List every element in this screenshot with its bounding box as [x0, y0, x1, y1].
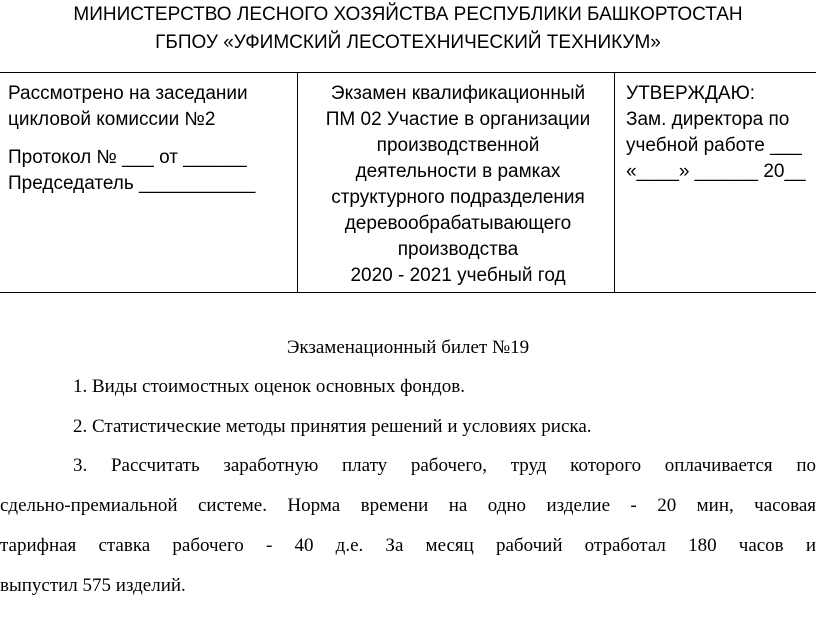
question-2: 2. Статистические методы принятия решений и условиях риска.: [73, 416, 592, 437]
question-3-line-2: сдельно-премиальной системе. Норма времени на одно изделие - 20 мин, часовая: [0, 495, 816, 516]
commission-review-cell: [8, 81, 298, 197]
ticket-title: Экзаменационный билет №19: [286, 337, 530, 358]
table-divider-right: [614, 72, 615, 293]
ministry-title: МИНИСТЕРСТВО ЛЕСНОГО ХОЗЯЙСТВА РЕСПУБЛИКИ БАШКОРТОСТАН: [73, 4, 743, 25]
exam-info-cell: [303, 81, 613, 289]
commission-line: цикловой комиссии №2: [8, 109, 216, 130]
module-line-4: структурного подразделения: [331, 187, 585, 208]
table-top-border: [0, 72, 816, 73]
question-1: 1. Виды стоимостных оценок основных фондов.: [73, 376, 465, 397]
date-line: «____» ______ 20__: [626, 161, 806, 182]
deputy-line: Зам. директора по: [626, 109, 790, 130]
module-line-5: деревообрабатывающего: [344, 213, 572, 234]
document-header: [0, 1, 816, 57]
academic-year: 2020 - 2021 учебный год: [350, 265, 566, 286]
module-line-3: деятельности в рамках: [355, 161, 561, 182]
question-3-line-1: 3. Рассчитать заработную плату рабочего, труд которого оплачивается по: [73, 455, 816, 476]
module-line-2: производственной: [376, 135, 540, 156]
approve-heading: УТВЕРЖДАЮ:: [626, 83, 756, 104]
question-3: [0, 452, 816, 612]
exam-type: Экзамен квалификационный: [330, 83, 586, 104]
review-line: Рассмотрено на заседании: [8, 83, 248, 104]
question-3-line-3: тарифная ставка рабочего - 40 д.е. За месяц рабочий отработал 180 часов и: [0, 535, 816, 556]
institution-title: ГБПОУ «УФИМСКИЙ ЛЕСОТЕХНИЧЕСКИЙ ТЕХНИКУМ»: [155, 32, 661, 53]
academic-work-line: учебной работе ___: [626, 135, 802, 156]
table-bottom-border: [0, 292, 816, 293]
module-line-1: ПМ 02 Участие в организации: [325, 109, 591, 130]
protocol-line: Протокол № ___ от ______: [8, 147, 247, 168]
module-line-6: производства: [397, 239, 519, 260]
chairman-line: Председатель ___________: [8, 173, 256, 194]
approval-cell: [626, 81, 816, 185]
question-3-line-4: выпустил 575 изделий.: [0, 575, 186, 596]
